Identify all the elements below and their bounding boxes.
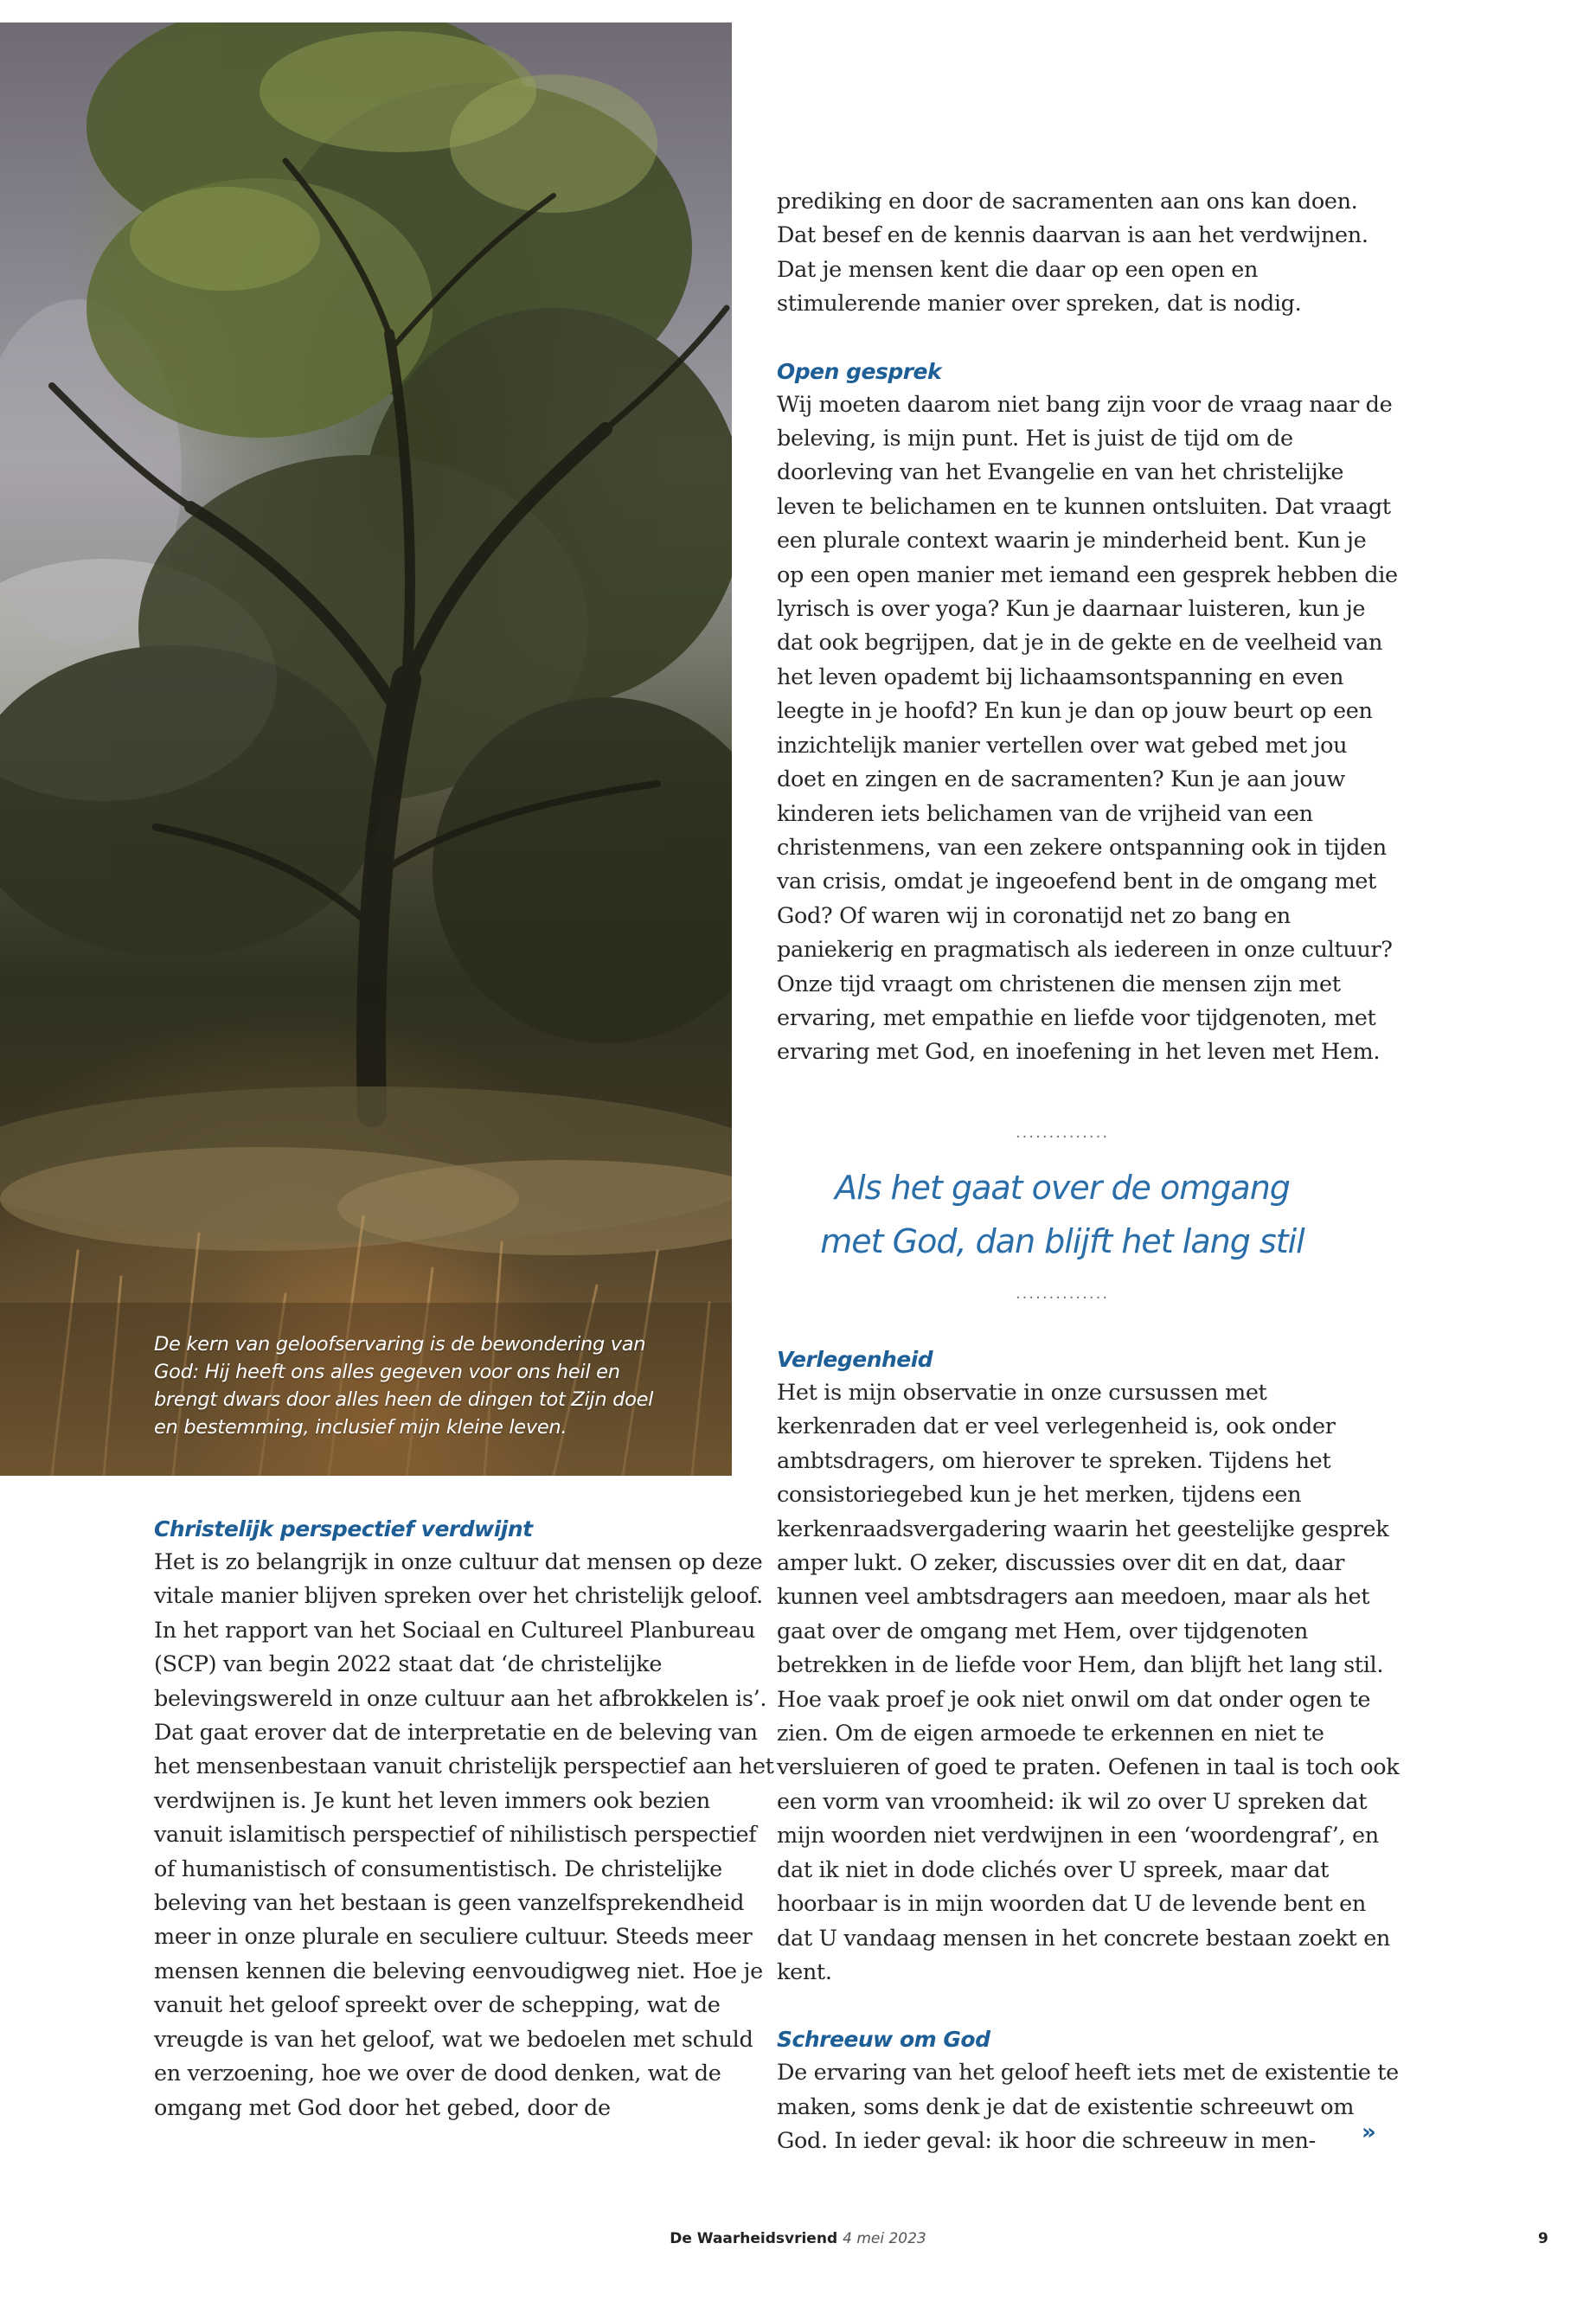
pull-quote-line-1: Als het gaat over de omgang xyxy=(835,1169,1290,1207)
quote-divider-top: .............. xyxy=(1015,1124,1110,1142)
left-column xyxy=(154,1512,777,2125)
paragraph-christelijk-perspectief: Het is zo belangrijk in onze cultuur dat mensen op deze vitale manier blijven spreken over het christelijk geloof. In het rapport van het Sociaal en Cultureel Planbureau (SCP) van begin 2022 staat dat ‘de christelijke belevingswereld in onze cultuur aan het afbrokkelen is’. Dat gaat erover dat de interpretatie en de beleving van het mensenbestaan vanuit christelijk perspectief aan het verdwijnen is. Je kunt het leven immers ook bezien vanuit islamitisch perspectief of nihilistisch perspectief of humanistisch of consumentistisch. De christelijke beleving van het bestaan is geen vanzelfsprekendheid meer in onze plurale en seculiere cultuur. Steeds meer mensen kennen die beleving eenvoudigweg niet. Hoe je vanuit het geloof spreekt over de schepping, wat de vreugde is van het geloof, wat we bedoelen met schuld en verzoening, hoe we over de dood denken, wat de omgang met God door het gebed, door de xyxy=(154,1549,774,2121)
right-column-lower xyxy=(777,1343,1400,2159)
heading-schreeuw-om-god: Schreeuw om God xyxy=(777,2027,990,2053)
tree-illustration xyxy=(0,22,732,1476)
pull-quote xyxy=(777,1125,1348,1303)
photo-caption: De kern van geloofservaring is de bewondering van God: Hij heeft ons alles gegeven voor ons heil en brengt dwars door alles heen de dingen tot Zijn doel en bestemming, inclusief mijn kleine leven. xyxy=(154,1333,654,1439)
tree-photo xyxy=(0,22,732,1476)
right-column xyxy=(777,185,1400,1070)
publication-date: 4 mei 2023 xyxy=(843,2230,926,2247)
heading-open-gesprek: Open gesprek xyxy=(777,358,942,384)
pull-quote-text xyxy=(777,1161,1348,1268)
page-number: 9 xyxy=(1538,2230,1548,2247)
pull-quote-line-2: met God, dan blijft het lang stil xyxy=(820,1222,1304,1260)
continue-arrow-icon: » xyxy=(1362,2119,1376,2145)
intro-paragraph: prediking en door de sacramenten aan ons kan doen. Dat besef en de kennis daarvan is aan het verdwijnen. Dat je mensen kent die daar op een open en stimulerende manier over spreken, dat is nodig. xyxy=(777,189,1368,317)
heading-christelijk-perspectief: Christelijk perspectief verdwijnt xyxy=(154,1516,533,1541)
publication-name: De Waarheidsvriend xyxy=(670,2230,838,2247)
heading-verlegenheid: Verlegenheid xyxy=(777,1347,933,1372)
quote-divider-bottom: .............. xyxy=(1015,1285,1110,1303)
paragraph-verlegenheid: Het is mijn observatie in onze cursussen met kerkenraden dat er veel verlegenheid is, ook onder ambtsdragers, om hierover te spreken. Tijdens het consistoriegebed kun je het merken, tijdens een kerkenraadsvergadering waarin het geestelijke gesprek amper lukt. O zeker, discussies over dit en dat, daar kunnen veel ambtsdragers aan meedoen, maar als het gaat over de omgang met Hem, over tijdgenoten betrekken in de liefde voor Hem, dan blijft het lang stil. Hoe vaak proef je ook niet onwil om dat onder ogen te zien. Om de eigen armoede te erkennen en niet te versluieren of goed te praten. Oefenen in taal is toch ook een vorm van vroomheid: ik wil zo over U spreken dat mijn woorden niet verdwijnen in een ‘woordengraf’, en dat ik niet in dode clichés over U spreek, maar dat hoorbaar is in mijn woorden dat U de levende bent en dat U vandaag mensen in het concrete bestaan zoekt en kent. xyxy=(777,1380,1400,1985)
paragraph-schreeuw-om-god: De ervaring van het geloof heeft iets met de existentie te maken, soms denk je dat de existentie schreeuwt om God. In ieder geval: ik hoor die schreeuw in men- xyxy=(777,2060,1399,2155)
page-footer xyxy=(0,2230,1596,2247)
paragraph-open-gesprek: Wij moeten daarom niet bang zijn voor de vraag naar de beleving, is mijn punt. Het is juist de tijd om de doorleving van het Evangelie en van het christelijke leven te belichamen en te kunnen ontsluiten. Dat vraagt een plurale context waarin je minderheid bent. Kun je op een open manier met iemand een gesprek hebben die lyrisch is over yoga? Kun je daarnaar luisteren, kun je dat ook begrijpen, dat je in de gekte en de veelheid van het leven opademt bij lichaamsontspanning en even leegte in je hoofd? En kun je dan op jouw beurt op een inzichtelijk manier vertellen over wat gebed met jou doet en zingen en de sacramenten? Kun je aan jouw kinderen iets belichamen van de vrijheid van een christenmens, van een zekere ontspanning ook in tijden van crisis, omdat je ingeoefend bent in de omgang met God? Of waren wij in coronatijd net zo bang en paniekerig en pragmatisch als iedereen in onze cultuur? Onze tijd vraagt om christenen die mensen zijn met ervaring, met empathie en liefde voor tijdgenoten, met ervaring met God, en inoefening in het leven met Hem. xyxy=(777,391,1398,1066)
